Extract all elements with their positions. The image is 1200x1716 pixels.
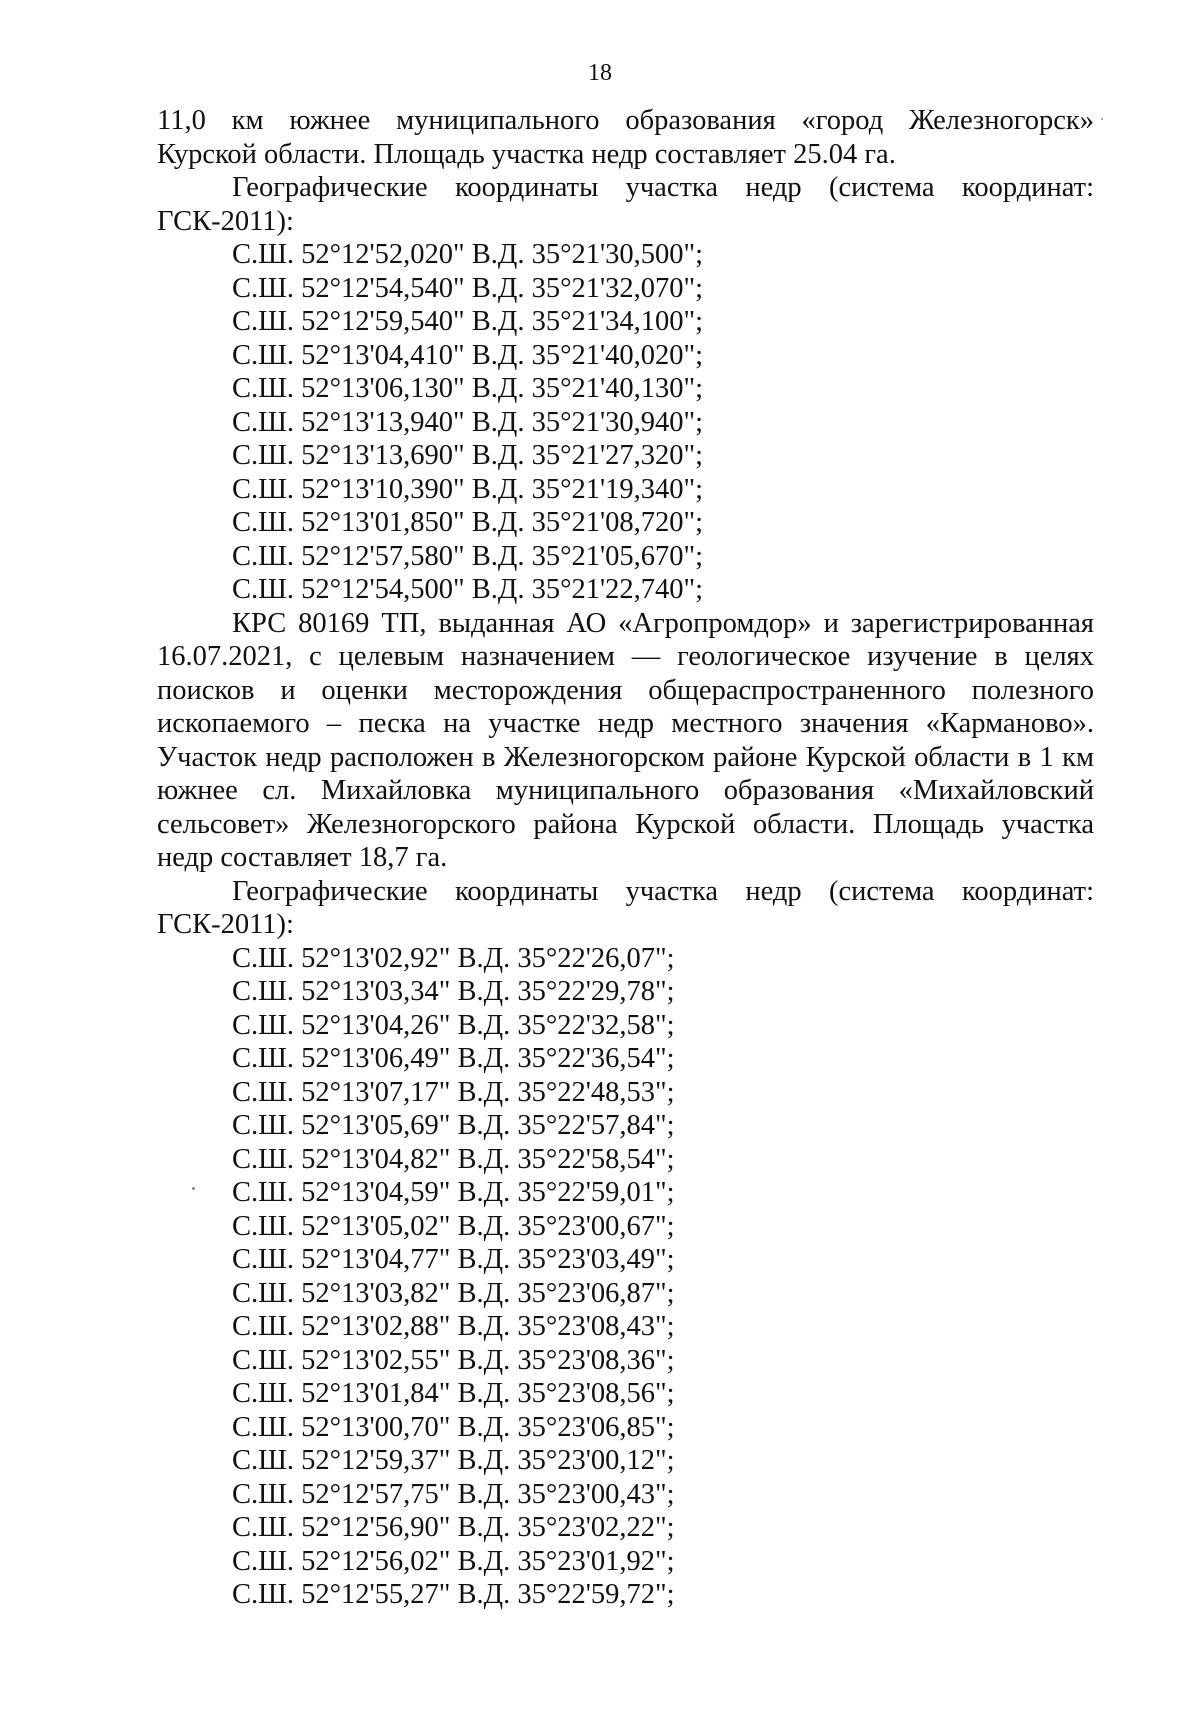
coordinate-item: С.Ш. 52°12'56,02" В.Д. 35°23'01,92"; [232, 1545, 675, 1577]
coordinate-item: С.Ш. 52°13'10,390" В.Д. 35°21'19,340"; [232, 473, 704, 505]
scan-speck [192, 1187, 195, 1190]
text-line: ГСК-2011): [157, 205, 294, 237]
coordinate-item: С.Ш. 52°13'02,55" В.Д. 35°23'08,36"; [232, 1344, 675, 1376]
coordinate-item: С.Ш. 52°13'01,84" В.Д. 35°23'08,56"; [232, 1378, 675, 1409]
coordinate-item: С.Ш. 52°12'54,500" В.Д. 35°21'22,740"; [232, 574, 704, 605]
text-line: КРС 80169 ТП, выданная АО «Агропромдор» и зарегистрированная [232, 607, 1094, 639]
text-line: Участок недр расположен в Железногорском районе Курской области в 1 км [157, 741, 1094, 773]
coordinate-item: С.Ш. 52°12'57,580" В.Д. 35°21'05,670"; [232, 540, 704, 572]
coordinate-item: С.Ш. 52°13'13,940" В.Д. 35°21'30,940"; [232, 406, 704, 438]
coordinate-item: С.Ш. 52°13'02,88" В.Д. 35°23'08,43"; [232, 1311, 675, 1342]
text-line: Курской области. Площадь участка недр составляет 25.04 га. [157, 138, 896, 170]
scan-speck [1101, 118, 1103, 120]
text-line: 16.07.2021, с целевым назначением — геологическое изучение в целях [157, 641, 1094, 672]
text-line: ископаемого – песка на участке недр местного значения «Карманово». [157, 708, 1094, 739]
text-line: недр составляет 18,7 га. [157, 842, 448, 873]
coordinate-item: С.Ш. 52°13'04,410" В.Д. 35°21'40,020"; [232, 339, 704, 371]
coordinate-item: С.Ш. 52°13'04,77" В.Д. 35°23'03,49"; [232, 1244, 675, 1275]
text-line: Географические координаты участка недр (система координат: [232, 172, 1094, 203]
coordinate-item: С.Ш. 52°12'56,90" В.Д. 35°23'02,22"; [232, 1512, 675, 1543]
coordinate-item: С.Ш. 52°13'04,82" В.Д. 35°22'58,54"; [232, 1143, 675, 1175]
coordinates-list-2 [157, 942, 1094, 1612]
coordinate-item: С.Ш. 52°13'01,850" В.Д. 35°21'08,720"; [232, 507, 704, 538]
coordinate-item: С.Ш. 52°13'00,70" В.Д. 35°23'06,85"; [232, 1411, 675, 1443]
coordinates-heading-2 [157, 875, 1094, 942]
coordinate-item: С.Ш. 52°12'59,37" В.Д. 35°23'00,12"; [232, 1445, 675, 1476]
page-number: 18 [588, 60, 612, 86]
coordinate-item: С.Ш. 52°12'57,75" В.Д. 35°23'00,43"; [232, 1478, 675, 1510]
paragraph-continuation [157, 104, 1094, 171]
coordinate-item: С.Ш. 52°13'06,49" В.Д. 35°22'36,54"; [232, 1043, 675, 1074]
coordinates-list-1 [157, 238, 1094, 607]
text-line: южнее сл. Михайловка муниципального образования «Михайловский [157, 775, 1094, 806]
coordinate-item: С.Ш. 52°13'05,02" В.Д. 35°23'00,67"; [232, 1210, 675, 1242]
text-line: ГСК-2011): [157, 909, 294, 940]
coordinate-item: С.Ш. 52°13'06,130" В.Д. 35°21'40,130"; [232, 373, 704, 404]
license-paragraph [157, 607, 1094, 875]
coordinate-item: С.Ш. 52°13'03,34" В.Д. 35°22'29,78"; [232, 976, 675, 1007]
coordinate-item: С.Ш. 52°13'07,17" В.Д. 35°22'48,53"; [232, 1076, 675, 1108]
text-line: Географические координаты участка недр (система координат: [232, 875, 1094, 907]
coordinate-item: С.Ш. 52°13'05,69" В.Д. 35°22'57,84"; [232, 1110, 675, 1141]
coordinate-item: С.Ш. 52°13'03,82" В.Д. 35°23'06,87"; [232, 1277, 675, 1309]
coordinates-heading-1 [157, 171, 1094, 238]
coordinate-item: С.Ш. 52°12'55,27" В.Д. 35°22'59,72"; [232, 1579, 675, 1610]
coordinate-item: С.Ш. 52°12'52,020" В.Д. 35°21'30,500"; [232, 239, 704, 270]
coordinate-item: С.Ш. 52°13'02,92" В.Д. 35°22'26,07"; [232, 942, 675, 974]
coordinate-item: С.Ш. 52°13'04,26" В.Д. 35°22'32,58"; [232, 1009, 675, 1041]
coordinate-item: С.Ш. 52°13'04,59" В.Д. 35°22'59,01"; [232, 1177, 675, 1208]
text-line: 11,0 км южнее муниципального образования «город Железногорск» [157, 105, 1094, 136]
coordinate-item: С.Ш. 52°12'54,540" В.Д. 35°21'32,070"; [232, 272, 704, 304]
coordinate-item: С.Ш. 52°12'59,540" В.Д. 35°21'34,100"; [232, 306, 704, 337]
text-line: поисков и оценки месторождения общераспространенного полезного [157, 674, 1094, 706]
document-body [157, 104, 1094, 1612]
text-line: сельсовет» Железногорского района Курской области. Площадь участка [157, 808, 1094, 840]
coordinate-item: С.Ш. 52°13'13,690" В.Д. 35°21'27,320"; [232, 440, 704, 471]
